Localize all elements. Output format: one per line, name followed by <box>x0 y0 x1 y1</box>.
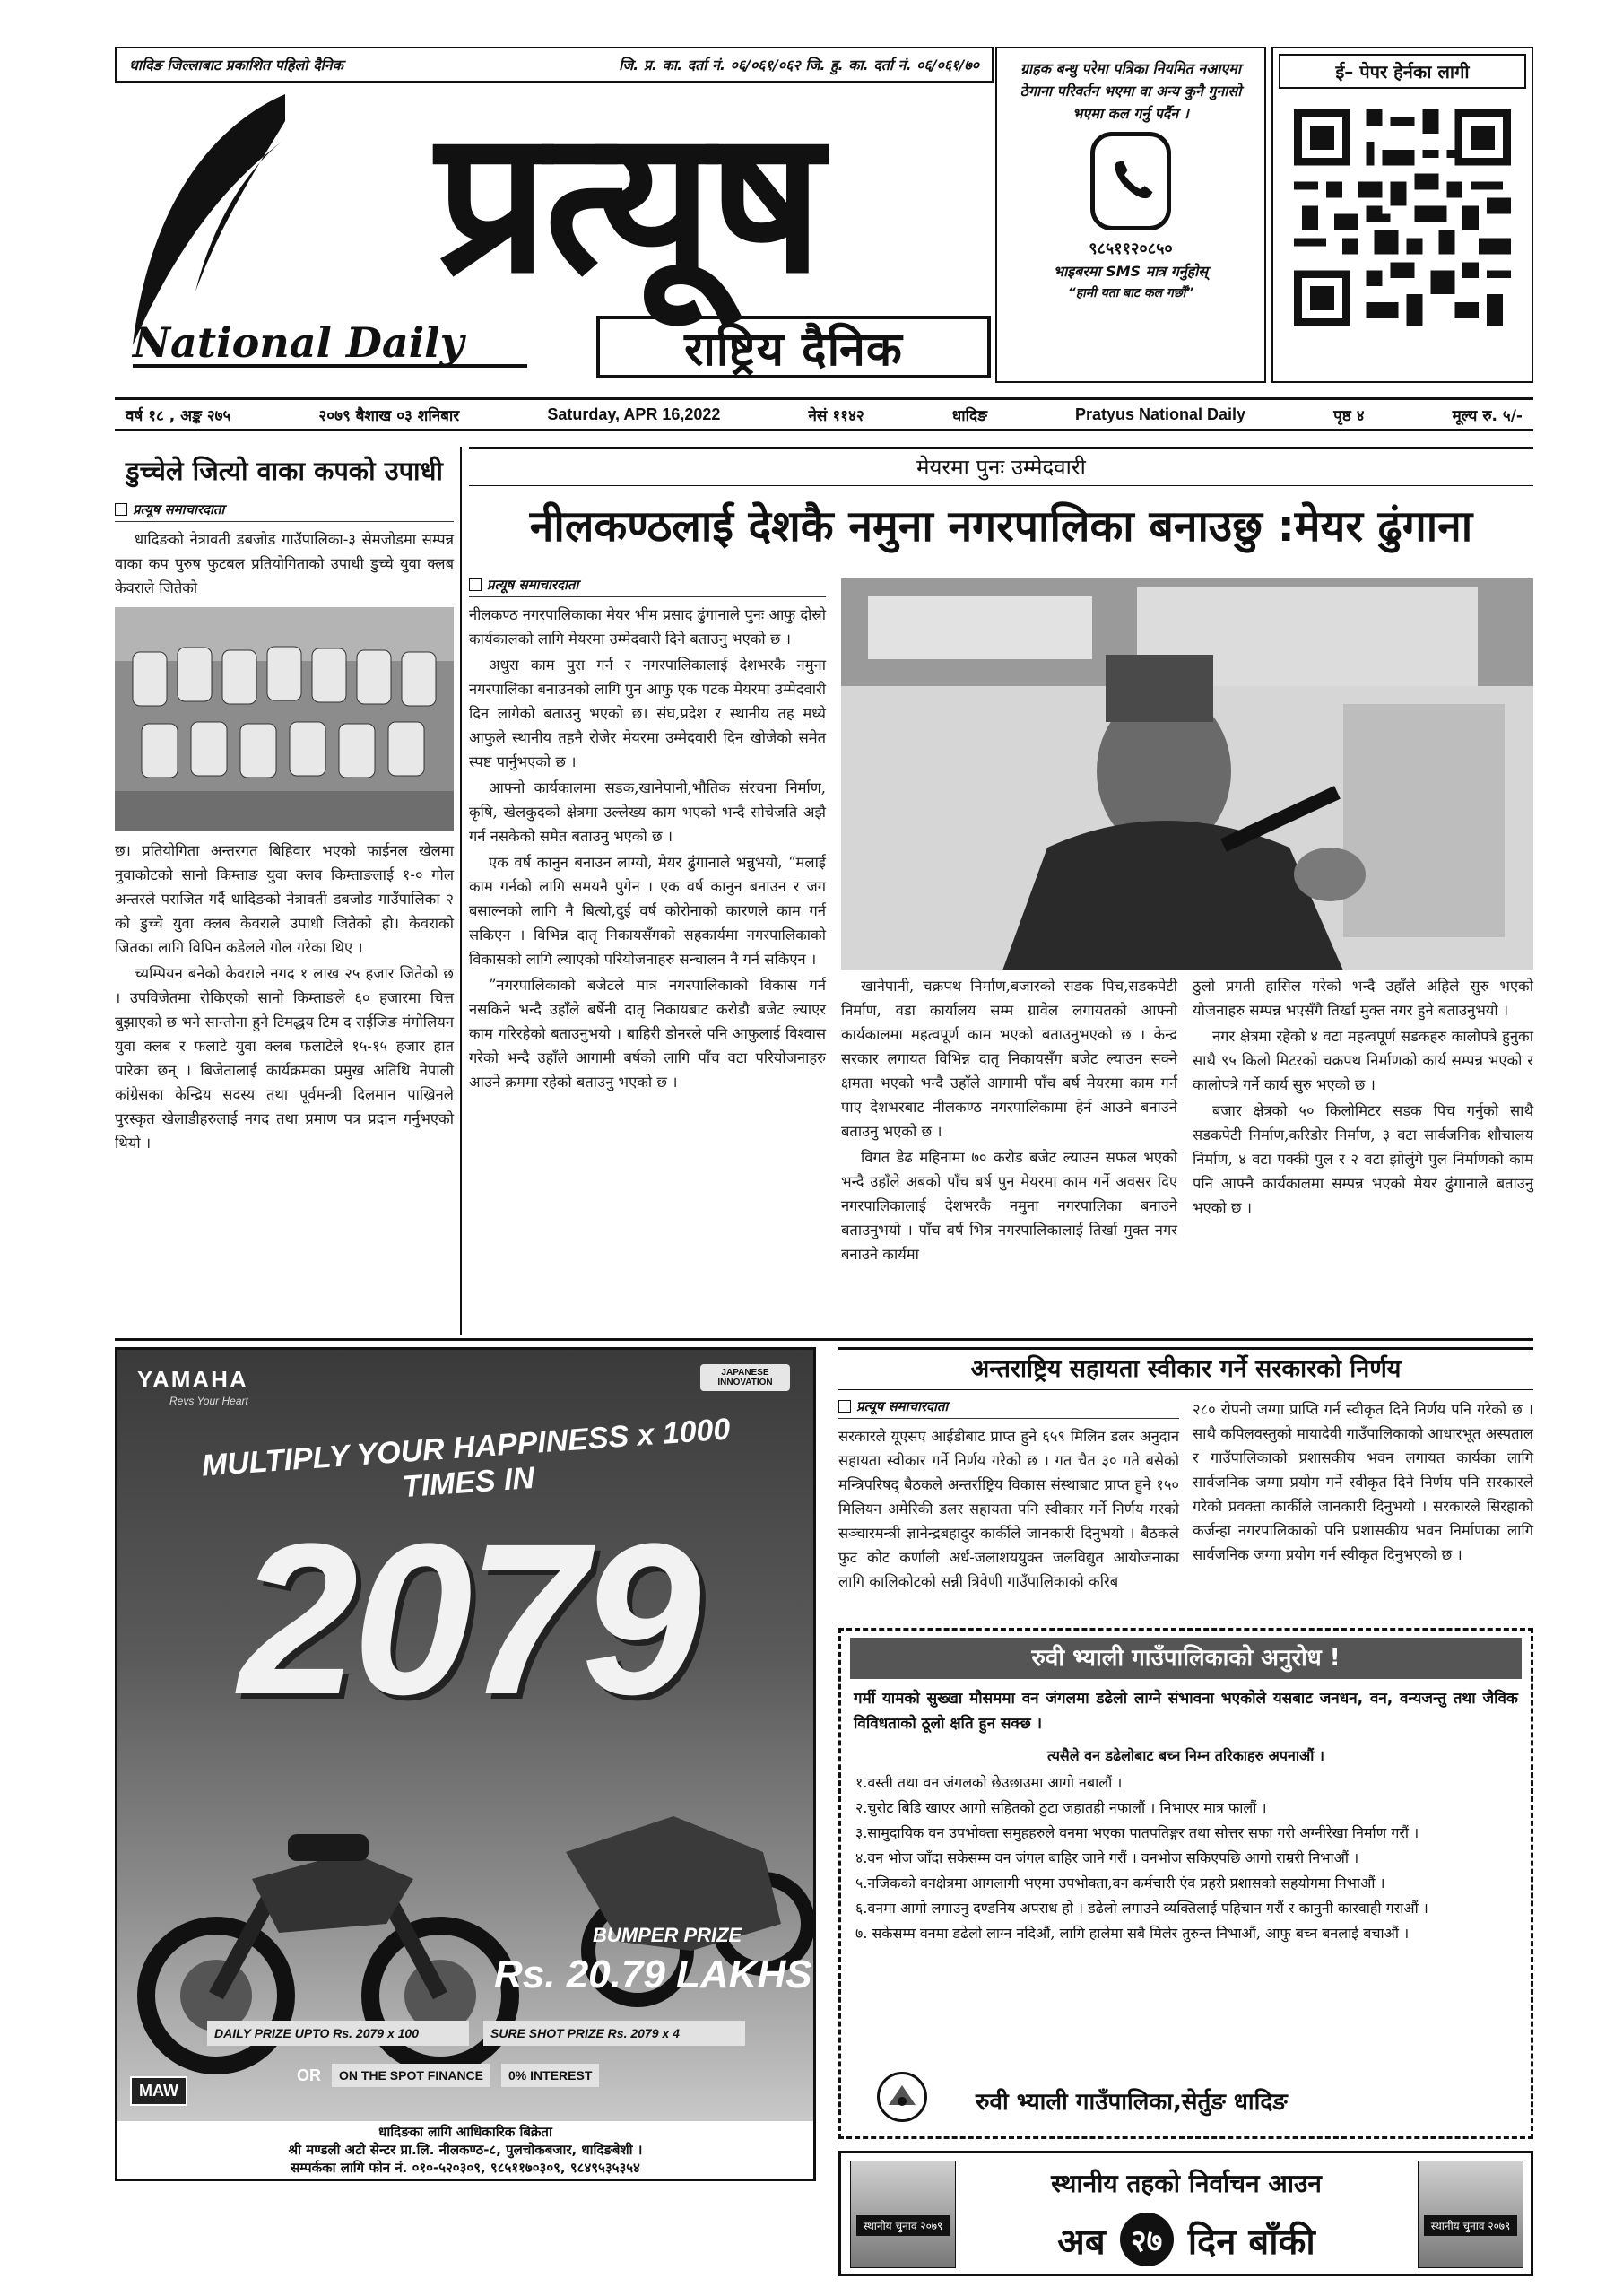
finance-label: ON THE SPOT FINANCE <box>332 2064 490 2087</box>
page-number: पृष्ठ ४ <box>1333 406 1365 425</box>
main-para-2: अधुरा काम पुरा गर्न र नगरपालिकालाई देशभरकै नमुना नगरपालिका बनाउनको लागि पुन आफु एक पटक मेयरमा उम्मेदवारी दिन लागेको बताउनु भएको छ। संघ,प्रदेश र स्थानीय तह मध्ये आफुले स्थानीय तहनै रोजेर मेयरमा उम्मेदवारी दिन खोजेको समेत स्पष्ट पार्नुभएको छ । <box>469 657 826 770</box>
appeal-intro: गर्मी यामको सुख्खा मौसममा वन जंगलमा डढेलो लाग्ने संभावना भएकोले यसबाट जनधन, वन, वन्यजन्तु तथा जैविक विविधताको ठूलो क्षति हुन सक्छ । <box>854 1690 1518 1733</box>
prize-row <box>207 2021 745 2046</box>
interest-label: 0% INTEREST <box>501 2064 599 2087</box>
main-para-10: बजार क्षेत्रको ५० किलोमिटर सडक पिच गर्नुको साथै सडकपेटी निर्माण,करिडोर निर्माण, ३ वटा सार्वजनिक शौचालय निर्माण, ४ वटा पक्की पुल र २ वटा झोलुंगे पुल निर्माणको काम पनि आफ्नै कार्यकालमा सम्पन्न भएको मेयर ढुंगानाले बताउनु भएको छ । <box>1193 1102 1533 1216</box>
mayor-photo <box>841 578 1533 970</box>
aid-para-2: २८० रोपनी जग्गा प्राप्ति गर्न स्वीकृत दिने निर्णय पनि गरेको छ । साथै कपिलवस्तुको मायादेवी गाउँपालिकाको आधारभूत अस्पताल र गाउँपालिकाको प्रशासकीय भवन लगायत कार्यका लागि सार्वजनिक जग्गा प्रयोग गर्ने स्वीकृत दिने निर्णय पनि सरकारले गरेको प्रवक्ता कार्कीले जानकारी दिनुभयो । सरकारले सिरहाको कर्जन्हा नगरपालिकाको पनि प्रशासकीय भवन निर्माणका लागि सार्वजनिक जग्गा प्रयोग गर्न स्वीकृत दिनुभएको छ । <box>1193 1401 1533 1563</box>
qr-code-icon[interactable] <box>1286 101 1519 335</box>
appeal-item: १.वस्ती तथा वन जंगलको छेउछाउमा आगो नबालौं । <box>855 1774 1123 1791</box>
ad-headline: MULTIPLY YOUR HAPPINESS x 1000 TIMES IN <box>200 1412 732 1505</box>
bumper-label: BUMPER PRIZE <box>593 1924 742 1946</box>
rastriya-dainik-label: राष्ट्रिय दैनिक <box>596 316 991 378</box>
appeal-subhead: त्यसैले वन डढेलोबाट बच्न निम्न तरिकाहरु अपनाऔं । <box>1047 1747 1324 1764</box>
dealer-title: धादिङका लागि आधिकारिक बिक्रेता <box>378 2124 552 2140</box>
yamaha-advertisement[interactable] <box>115 1347 816 2181</box>
main-story-col-2 <box>841 974 1177 1268</box>
ad-badge: JAPANESE INNOVATION <box>700 1364 790 1391</box>
aid-story-col-2 <box>1193 1397 1533 1569</box>
main-para-4: एक वर्ष कानुन बनाउन लाग्यो, मेयर ढुंगानाले भन्नुभयो, “मलाई काम गर्नको लागि समयनै पुगेन । एक वर्ष कानुन बनाउन र जग बसाल्नको लागि नै बित्यो,दुई वर्ष कोरोनाको कारणले काम गर्न सकिएन । विभिन्न दातृ निकायसँगको सहकार्यमा नगरपालिकाको विकासको लागि ल्याएको परियोजनाहरु सन्चालन नै गर्न सकिएन । <box>469 854 826 968</box>
left-para-1: धादिङको नेत्रावती डबजोड गाउँपालिका-३ सेमजोडमा सम्पन्न वाका कप पुरुष फुटबल प्रतियोगिताको उपाधी डुच्चे युवा क्लब केवराले जितेको <box>115 531 454 596</box>
ad-brand-tag: Revs Your Heart <box>169 1395 248 1407</box>
registration: जि. प्र. का. दर्ता नं. ०६/०६१/०६२ जि. हु. का. दर्ता नं. ०६/०६१/७० <box>619 57 979 74</box>
dealer-phone: सम्पर्कका लागि फोन नं. ०१०-५२०३०९, ९८५११७०३०९, ९८४९५३५३५४ <box>291 2160 640 2176</box>
ballot-box-left-icon <box>850 2161 956 2268</box>
main-para-5: ”नगरपालिकाको बजेटले मात्र नगरपालिकाको विकास गर्न नसकिने भन्दै उहाँले बर्षेनी दातृ निकायबाट करोडौ बजेट ल्याएर काम गरिरहेको बताउनुभयो । बाहिरी डोनरले पनि आफुलाई विश्वास गरेको भन्दै उहाँले आगामी बर्षको लागि पाँच वटा परियोजनाहरु आउने क्रममा रहेको बताउनु भएको छ । <box>469 977 826 1091</box>
main-para-9: नगर क्षेत्रमा रहेको ४ वटा महत्वपूर्ण सडकहरु कालोपत्रे हुनुका साथै ९५ किलो मिटरको चक्रपथ निर्माणको कार्य सम्पन्न भएको र कालोपत्रे गर्ने कार्य सुरु भएको छ । <box>1193 1028 1533 1093</box>
ballot-box-right-icon <box>1418 2161 1523 2268</box>
nepal-samvat: नेसं ११४२ <box>808 406 864 425</box>
aid-para-1: सरकारले यूएसए आईडीबाट प्राप्त हुने ६५९ मिलिन डलर अनुदान सहायता स्वीकार गर्ने निर्णय गरेको छ । गत चैत ३० गते बसेको मन्त्रिपरिषद् बैठकले अन्तर्राष्ट्रिय विकास संस्थाबाट प्राप्त हुने १५० मिलियन अमेरिकी डलर सहायता पनि स्वीकार गर्ने निर्णय गरको सञ्चारमन्त्री ज्ञानेन्द्रबहादुर कार्कीले जानकारी दिनुभयो । बैठकले फुट कोट कर्णाली अर्ध-जलाशययुक्त जलविद्युत आयोजनाका लागि कालिकोटको सन्नी त्रिवेणी गाउँपालिकाको करिब <box>838 1428 1179 1590</box>
epaper-label: ई– पेपर हेर्नका लागी <box>1279 54 1526 89</box>
subscriber-notice: ग्राहक बन्धु परेमा पत्रिका नियमित नआएमा ठेगाना परिवर्तन भएमा वा अन्य कुनै गुनासो भएमा कल गर्नु पर्दैन । <box>1020 60 1242 122</box>
tagline-quote: “हामी यता बाट कल गर्छौं” <box>1067 286 1194 300</box>
byline-square-icon <box>115 503 127 516</box>
election-count <box>976 2213 1397 2266</box>
logo-text: प्रत्यूष <box>436 87 820 317</box>
phone-number: ९८५११२०८५० <box>1089 239 1173 258</box>
main-para-6: खानेपानी, चक्रपथ निर्माण,बजारको सडक पिच,सडकपेटी निर्माण, वडा कार्यालय सम्म ग्रावेल लगायतको आफ्नो कार्यकालमा महत्वपूर्ण काम भएको बताउनुभएको छ । केन्द्र सरकार लगायत विभिन्न दातृ निकायसँग बजेट ल्याउन सक्ने क्षमता भएको भन्दै उहाँले आगामी पाँच बर्ष मेयरमा काम गर्न पाए देशभरबाट नीलकण्ठ नगरपालिकामा हेर्न आउने बनाउने बताउनु भएको छ । <box>841 978 1177 1140</box>
main-byline <box>469 576 826 597</box>
byline-square-icon <box>469 578 482 591</box>
byline-square-icon <box>838 1400 851 1413</box>
aid-story-col-1 <box>838 1397 1179 1596</box>
dealer-footer <box>117 2121 813 2179</box>
appeal-item: ५.नजिकको वनक्षेत्रमा आगलागी भएमा उपभोक्ता,वन कर्मचारी एंव प्रहरी प्रशासको सहयोगमा निभाऔं । <box>855 1874 1385 1892</box>
dealer-name: श्री मण्डली अटो सेन्टर प्रा.लि. नीलकण्ठ-८, पुलचोकबजार, धादिङबेशी । <box>288 2142 643 2158</box>
ballot-box-label: स्थानीय चुनाव २०७९ <box>856 2215 950 2236</box>
subscriber-notice-box <box>995 47 1266 383</box>
price: मूल्य रु. ५/- <box>1452 406 1523 425</box>
left-story <box>115 448 454 1157</box>
forest-fire-appeal <box>838 1628 1533 2139</box>
appeal-title: रुवी भ्याली गाउँपालिकाको अनुरोध ! <box>850 1638 1522 1679</box>
appeal-item: ४.वन भोज जाँदा सकेसम्म वन जंगल बाहिर जाने गरौं । वनभोज सकिएपछि आगो राम्ररी निभाऔं । <box>855 1849 1359 1866</box>
viber-note: भाइबरमा SMS मात्र गर्नुहोस् <box>1053 263 1209 280</box>
volume: वर्ष १८ , अङ्क २७५ <box>126 406 231 425</box>
main-para-7: विगत डेढ महिनामा ७० करोड बजेट ल्याउन सफल भएको भन्दै उहाँले अबको पाँच बर्ष पुन मेयरमा काम गर्ने अवसर दिए नगरपालिकालाई देशभरकै नमुना नगरपालिका बनाउने बताउनुभयो । पाँच बर्ष भित्र नगरपालिकालाई तिर्खा मुक्त नगर बनाउने कार्यमा <box>841 1149 1177 1263</box>
byline-text: प्रत्यूष समाचारदाता <box>133 501 225 517</box>
main-headline: नीलकण्ठलाई देशकै नमुना नगरपालिका बनाउछु :मेयर ढुंगाना <box>529 501 1473 552</box>
main-kicker: मेयरमा पुनः उम्मेदवारी <box>469 447 1533 486</box>
sure-shot-prize: SURE SHOT PRIZE Rs. 2079 x 4 <box>483 2021 745 2046</box>
appeal-item: ३.सामुदायिक वन उपभोक्ता समुहहरुले वनमा भएका पातपतिङ्गर तथा सोत्तर सफा गरी अग्नीरेखा निर्माण गरौं । <box>855 1824 1419 1841</box>
epaper-box <box>1271 47 1533 383</box>
appeal-item: २.चुरोट बिडि खाएर आगो सहितको ठुटा जहातही नफालौं । निभाएर मात्र फालौं । <box>855 1799 1267 1816</box>
section-rule <box>115 1338 1533 1341</box>
main-story-col-3 <box>1193 974 1533 1222</box>
byline-text: प्रत्यूष समाचारदाता <box>487 577 579 593</box>
masthead-strip <box>115 47 994 83</box>
finance-row <box>297 2064 599 2087</box>
ad-brand: YAMAHA <box>137 1366 248 1393</box>
logo-wordmark <box>269 85 986 318</box>
left-headline: डुच्चेले जित्यो वाका कपको उपाधी <box>126 456 443 486</box>
column-rule <box>460 447 462 1335</box>
maw-logo: MAW <box>130 2076 187 2106</box>
appeal-item: ७. सकेसम्म वनमा डढेलो लाग्न नदिऔं, लागि हालेमा सबै मिलेर तुरुन्त निभाऔं, आफु बच्न बनलाई बचाऔं । <box>855 1925 1410 1942</box>
appeal-item: ६.वनमा आगो लगाउनु दण्डनिय अपराध हो । डढेलो लगाउने व्यक्तिलाई पहिचान गरौं र कानुनी कारवाही गराऔं । <box>855 1900 1428 1917</box>
count-prefix: अब <box>1057 2221 1106 2263</box>
place: धादिङ <box>951 406 987 425</box>
quill-logo-icon <box>115 85 294 354</box>
dateline <box>115 397 1533 431</box>
daily-prize: DAILY PRIZE UPTO Rs. 2079 x 100 <box>207 2021 469 2046</box>
nepali-date: २०७९ बैशाख ०३ शनिबार <box>318 406 460 425</box>
left-para-3: च्यम्पियन बनेको केवराले नगद १ लाख २५ हजार जितेको छ । उपविजेतमा रोकिएको सानो किम्ताङले ६० हजारमा चित्त बुझाएको छ भने सान्तोना हुने टिमद्धय टिम द राईजिङ मंगोलियन युवा क्लब र फलाटे युवा क्लब फलाटेले १५-१५ हजार हात पारेका छन् । बिजेतालाई कार्यक्रमका प्रमुख अतिथि नेपाली कांग्रेसका केन्द्रिय सदस्य तथा पूर्वमन्त्री दिलमान पाख्रिनले पुरस्कृत खेलाडीहरुलाई नगद तथा प्रमाण पत्र प्रदान गर्नुभएको थियो । <box>115 965 454 1152</box>
left-byline <box>115 500 454 522</box>
tagline: धादिङ जिल्लाबाट प्रकाशित पहिलो दैनिक <box>129 57 343 74</box>
main-story-col-1 <box>469 576 826 1096</box>
aid-byline <box>838 1397 1179 1419</box>
election-countdown <box>838 2151 1533 2276</box>
count-suffix: दिन बाँकी <box>1187 2221 1315 2263</box>
main-para-1: नीलकण्ठ नगरपालिकाका मेयर भीम प्रसाद ढुंगानाले पुनः आफु दोस्रो कार्यकालको लागि मेयरमा उम्मेदवारी दिने बताउनु भएको छ । <box>469 606 826 648</box>
ad-artwork <box>117 1350 813 2121</box>
nepal-emblem-icon <box>877 2072 927 2122</box>
english-date: Saturday, APR 16,2022 <box>547 404 721 423</box>
football-team-photo <box>115 607 454 831</box>
ballot-box-label: स्थानीय चुनाव २०७९ <box>1424 2215 1517 2236</box>
or-label: OR <box>297 2066 321 2084</box>
main-para-3: आफ्नो कार्यकालमा सडक,खानेपानी,भौतिक संरचना निर्माण, कृषि, खेलकुदको क्षेत्रमा उल्लेख्य काम भएको भन्दै सोचेजति अझै गर्न नसकेको समेत बताउनु भएको छ । <box>469 779 826 845</box>
main-para-8: ठुलो प्रगती हासिल गरेको भन्दै उहाँले अहिले सुरु भएको योजनाहरु सम्पन्न भएसँगै तिर्खा मुक्त नगर हुने बताउनुभयो । <box>1193 978 1533 1019</box>
left-para-2: छ। प्रतियोगिता अन्तरगत बिहिवार भएको फाईनल खेलमा नुवाकोटको सानो किम्ताङ युवा क्लव किम्ताङलाई १-० गोल अन्तरले पराजित गर्दै धादिङको नेत्रावती डबजोड गाउँपालिका २ को डुच्चे युवा क्लब केवराले उपाधी जितेको हो। केवराको जितका लागि विपिन कडेलले गोल गरेका थिए । <box>115 842 454 956</box>
aid-headline: अन्तराष्ट्रिय सहायता स्वीकार गर्ने सरकारको निर्णय <box>838 1347 1533 1390</box>
election-title: स्थानीय तहको निर्वाचन आउन <box>1051 2169 1322 2198</box>
days-remaining: २७ <box>1120 2213 1174 2266</box>
appeal-list <box>850 1770 1522 1946</box>
paper-name: Pratyus National Daily <box>1074 404 1246 423</box>
appeal-signature: रुवी भ्याली गाउँपालिका,सेर्तुङ धादिङ <box>976 2089 1288 2116</box>
ad-year: 2079 <box>239 1499 696 1739</box>
byline-text: प्रत्यूष समाचारदाता <box>856 1398 949 1414</box>
viber-icon <box>1090 132 1171 230</box>
national-daily-label: National Daily <box>133 318 527 368</box>
bumper-value: Rs. 20.79 LAKHS <box>494 1952 812 1996</box>
